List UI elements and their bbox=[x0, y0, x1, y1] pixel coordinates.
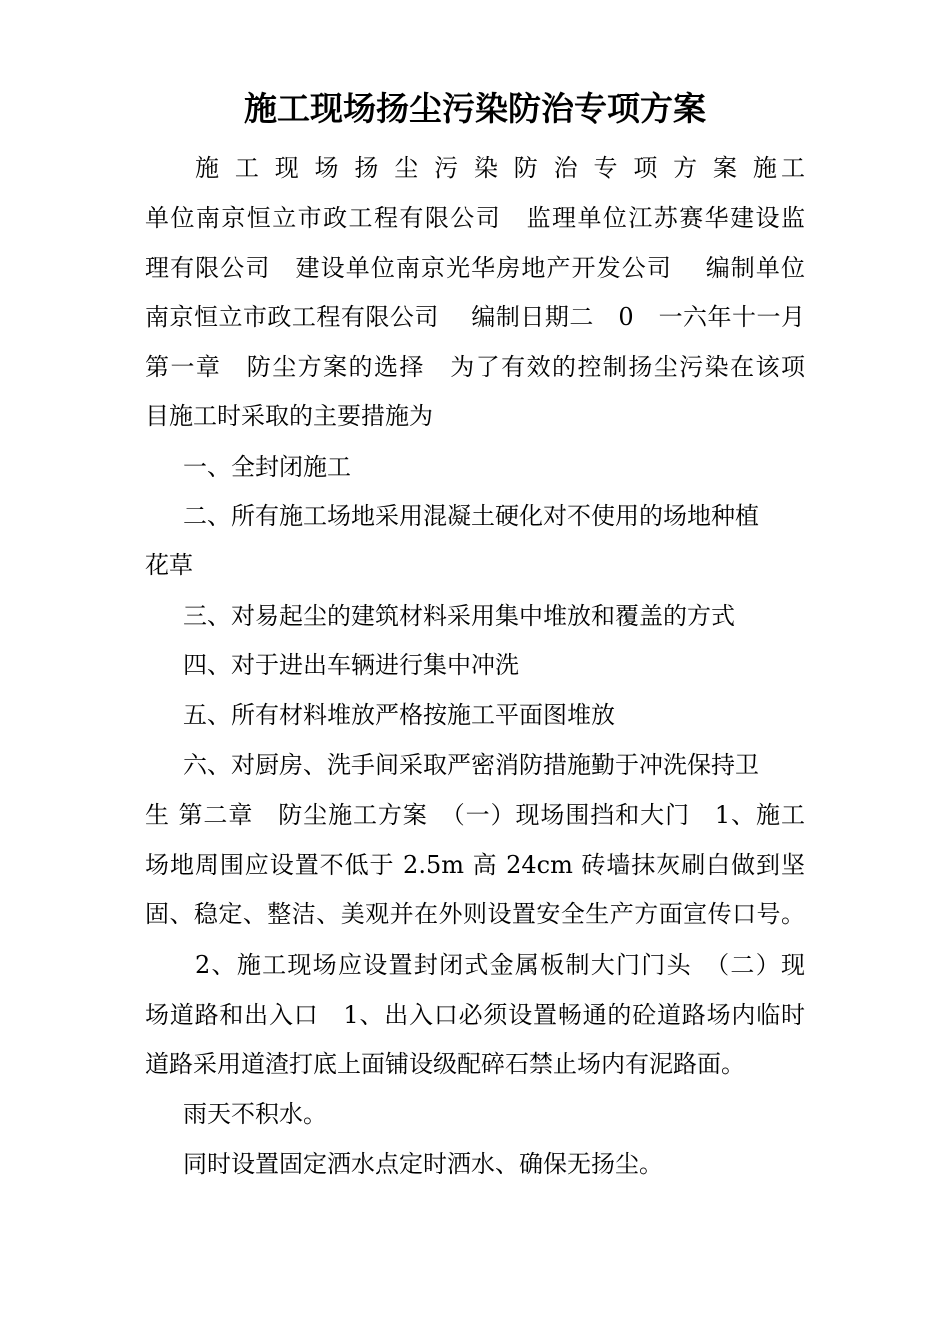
document-title: 施工现场扬尘污染防治专项方案 bbox=[244, 89, 706, 128]
paragraph-line: 理有限公司 建设单位南京光华房地产开发公司 编制单位 bbox=[145, 254, 805, 282]
list-item: 三、对易起尘的建筑材料采用集中堆放和覆盖的方式 bbox=[183, 602, 735, 630]
list-item: 五、所有材料堆放严格按施工平面图堆放 bbox=[183, 701, 615, 729]
paragraph-line: 雨天不积水。 bbox=[183, 1100, 327, 1128]
paragraph-line: 生 第二章 防尘施工方案 （一）现场围挡和大门 1、施工 bbox=[145, 801, 805, 829]
list-item: 四、对于进出车辆进行集中冲洗 bbox=[183, 651, 519, 679]
paragraph-line: 场地周围应设置不低于 2.5m 高 24cm 砖墙抹灰刷白做到坚 bbox=[145, 851, 805, 879]
paragraph-line: 固、稳定、整洁、美观并在外则设置安全生产方面宣传口号。 bbox=[145, 900, 805, 928]
paragraph-line: 目施工时采取的主要措施为 bbox=[145, 402, 433, 430]
paragraph-line: 第一章 防尘方案的选择 为了有效的控制扬尘污染在该项 bbox=[145, 353, 805, 381]
paragraph-line: 花草 bbox=[145, 551, 193, 579]
paragraph-line: 施 工 现 场 扬 尘 污 染 防 治 专 项 方 案 施工 bbox=[195, 154, 805, 182]
paragraph-line: 场道路和出入口 1、出入口必须设置畅通的砼道路场内临时 bbox=[145, 1001, 805, 1029]
list-item: 六、对厨房、洗手间采取严密消防措施勤于冲洗保持卫 bbox=[183, 751, 759, 779]
paragraph-line: 单位南京恒立市政工程有限公司 监理单位江苏赛华建设监 bbox=[145, 204, 805, 232]
paragraph-line: 同时设置固定洒水点定时洒水、确保无扬尘。 bbox=[183, 1150, 663, 1178]
paragraph-line: 南京恒立市政工程有限公司 编制日期二 0 一六年十一月 bbox=[145, 303, 805, 331]
paragraph-line: 道路采用道渣打底上面铺设级配碎石禁止场内有泥路面。 bbox=[145, 1050, 745, 1078]
list-item: 一、全封闭施工 bbox=[183, 453, 351, 481]
paragraph-line: 2、施工现场应设置封闭式金属板制大门门头 （二）现 bbox=[195, 951, 805, 979]
list-item: 二、所有施工场地采用混凝土硬化对不使用的场地种植 bbox=[183, 502, 759, 530]
